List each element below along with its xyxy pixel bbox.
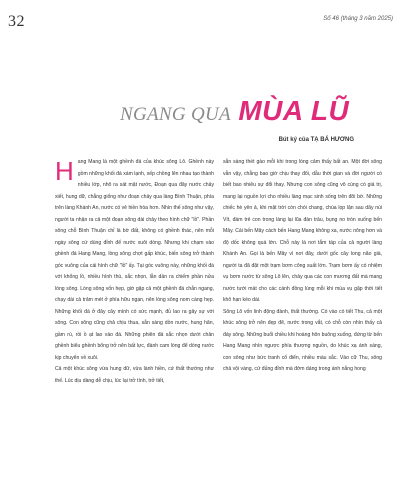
paragraph-4: Sông Lô vốn linh động đành, thất thường. Có vào có tiết Thu, cả một khúc sông trở nên đẹp đẽ, nước trong vắt, có chỗ còn nhìn thấy cả đáy sông. Những buổi chiều khi hoàng hôn buông xuống, đứng từ bến Hang Mang nhìn ngược phía thượng nguồn, do khúc xạ ánh sáng, con sông như bức tranh cổ điển, nhiều màu sắc. Vào cữ Thu, sông chả vội vàng, cứ đủng đỉnh mà đớm dáng trong ánh nắng hong (223, 308, 382, 372)
article-title-part2: MÙA LŨ (238, 95, 350, 126)
paragraph-1 (55, 157, 214, 364)
paragraph-1-text: ang Mang là một ghềnh đá của khúc sông Lô. Ghềnh này gồm những khối đá xám lạnh, xếp chồng lên nhau tạo thành nhiều lớp, nhô ra sát mặt nước, Đoạn qua đây nước chảy xiết, hung dữ, chẳng giống như đoạn chảy qua làng Bình Thuận, phía trên làng Khánh An, nước có vẻ hiền hòa hơn. Nhìn thế sông như vậy, người ta nhận ra cả một đoạn sông dài chảy theo hình chữ "lồ". Phần sông chỗ Bình Thuận chỉ là bờ đất, không có ghềnh thác, nên mỗi ngày sông cứ dùng đỉnh để nước xuôi dòng. Nhưng khi chạm vào ghềnh đá Hang Mang, lòng sông chợt gấp khúc, biến sông trở thành góc vuông của cái hình chữ "lồ" ấy. Tại góc vuông này, những khối đá với khổng lồ, nhiều hình thù, sắc nhọn, lẫn dần ra chiếm phần nửa lòng sông. Lòng sông vốn hẹp, giờ gặp cả một ghềnh đá chắn ngang, chạy dài cả trăm mét ở phía hữu ngạn, nên lòng sông nom càng hẹp. Những khối đá ở đây cây mình có sức mạnh, đủ lao ra gây sự với sông. Con sông cũng chả chịu thua, sẵn sàng dồn nước, hung hãn, gầm rú, rồi ồ ạt lao vào đá. Những phiên đá sắc nhọn dưới chân ghềnh biểu ghềnh bổng trở nên bất lực, đành cam lòng để dòng nước kịp chuyển về xuôi. (55, 159, 214, 361)
article-title-part1: NGANG QUA (120, 104, 231, 125)
article-byline: Bút ký của TẠ BÁ HƯƠNG (278, 137, 354, 143)
left-column (55, 157, 214, 387)
page-number: 32 (8, 13, 25, 30)
right-column (223, 157, 382, 376)
paragraph-3: sẵn sàng thét gào mỗi khi trong lòng cảm thấy bất an. Một đời sông vẫn vậy, chẳng bao giờ chịu thay đổi, dẫu thời gian và đời người có biết bao nhiêu sự đổi thay. Nhưng con sông cũng vô cùng có giá trị, mang lại nguồn lợi cho nhiều làng mạc sinh sống trên đôi bờ. Những chiếc hè yên ả, khi mặt trời còn chói chang, chúa lọp lặn sau dãy núi Vít, đám trẻ con trong làng lại lũa đàn trâu, bụng no tròn xuống bến Mây. Cái bến Mây cách bến Hang Mang không xa, nước nông hơn và độ dốc không quá lớn. Chỗ này là nơi tắm táp của cả người làng Khánh An. Gọi là bến Mây vì nơi đây, dưới gốc cây long não già, người ta đã đặt một trạm bơm công suất lớn. Trạm bơm ấy có nhiệm vụ bơm nước từ sông Lô lên, chảy qua các con mương đất mà mang nước tưới mát cho các cánh đồng lúng mỗi khi mùa vụ gặp thời tiết khô hạn kéo dài. (223, 159, 382, 303)
article-title (120, 95, 349, 127)
dropcap: H (55, 156, 74, 186)
issue-info: Số 46 (tháng 3 năm 2025) (323, 16, 393, 22)
paragraph-2: Cả một khúc sông vừa hung dữ, vừa lành hiền, cứ thất thường như thế. Lúc dịu dàng dễ chịu, lúc lại trở tính, trở tiết, (55, 366, 214, 384)
